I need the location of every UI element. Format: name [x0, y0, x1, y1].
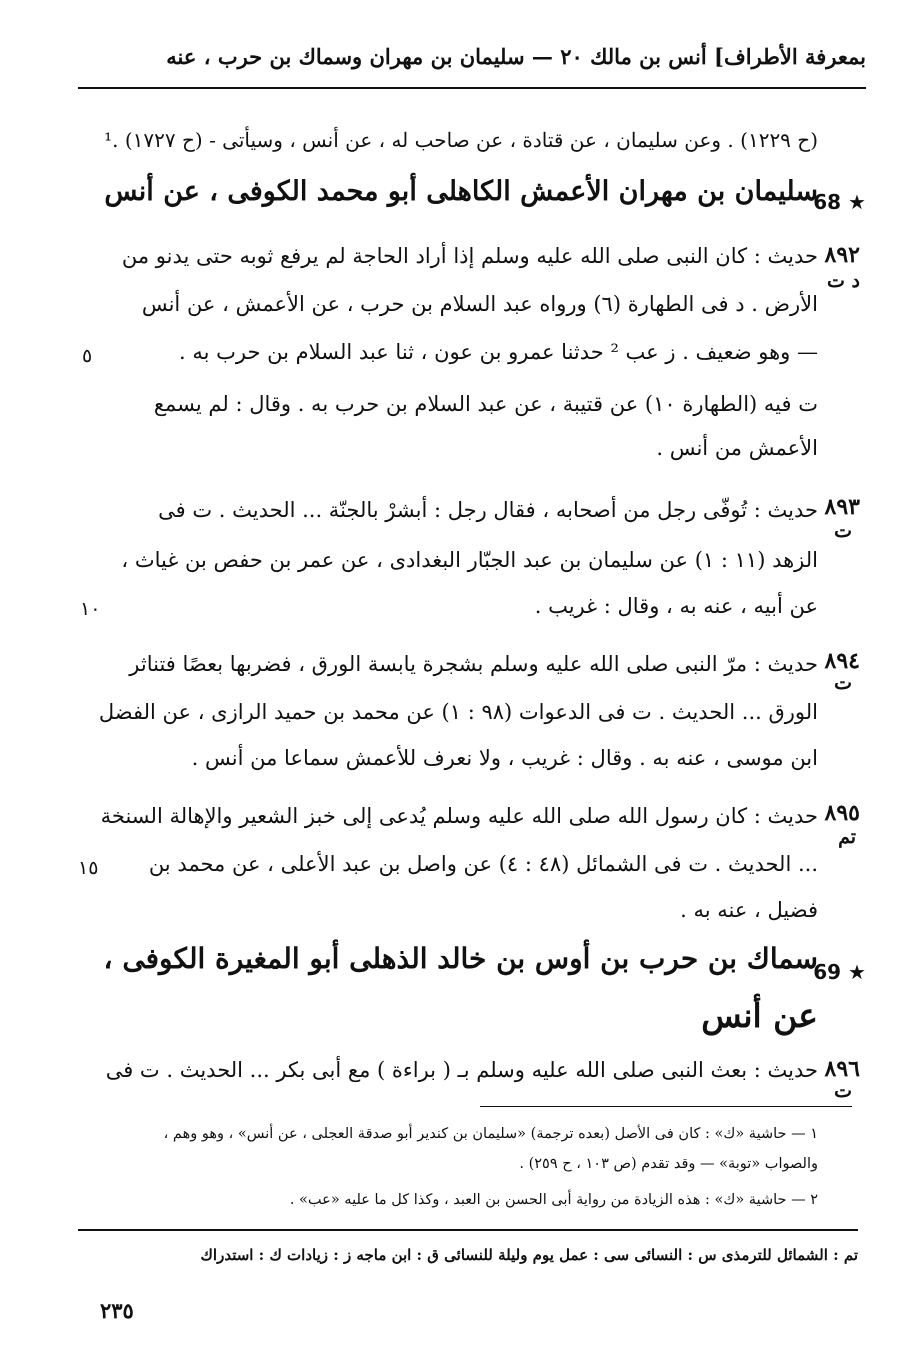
abbreviation-legend: تم : الشمائل للترمذى س : النسائى سى : عمل يوم وليلة للنسائى ق : ابن ماجه ز : زيادات ك : استدراك: [200, 1246, 858, 1264]
footnote: والصواب «توبة» — وقد تقدم (ص ١٠٣ ، ح ٢٥٩) .: [519, 1156, 818, 1172]
text-line: الأعمش من أنس .: [656, 436, 818, 460]
hadith-sigla: تم: [838, 826, 856, 848]
text-line: حديث : كان النبى صلى الله عليه وسلم إذا أراد الحاجة لم يرفع ثوبه حتى يدنو من: [121, 244, 818, 268]
text-line: حديث : مرّ النبى صلى الله عليه وسلم بشجرة يابسة الورق ، فضربها بعصًا فتناثر: [129, 652, 818, 676]
text-line: حديث : تُوفّى رجل من أصحابه ، فقال رجل : أبشرْ بالجنّة ... الحديث . ت فى: [158, 498, 818, 522]
section-number: ★ 68: [813, 190, 866, 214]
line-number: ٥: [82, 345, 93, 367]
text-line: حديث : كان رسول الله صلى الله عليه وسلم يُدعى إلى خبز الشعير والإهالة السنخة: [100, 804, 818, 828]
section-heading: سماك بن حرب بن أوس بن خالد الذهلى أبو المغيرة الكوفى ،: [103, 942, 818, 975]
hadith-sigla: د ت: [827, 270, 860, 292]
page-number: ٢٣٥: [100, 1298, 134, 1323]
hadith-sigla: ت: [834, 672, 852, 694]
line-number: ١٠: [80, 598, 101, 620]
hadith-number: ٨٩٢: [824, 242, 860, 268]
hadith-number: ٨٩٦: [824, 1056, 860, 1082]
text-line: ت فيه (الطهارة ١٠) عن قتيبة ، عن عبد السلام بن حرب به . وقال : لم يسمع: [153, 392, 818, 416]
hadith-number: ٨٩٣: [824, 494, 860, 520]
text-line: — وهو ضعيف . ز عب ² حدثنا عمرو بن عون ، ثنا عبد السلام بن حرب به .: [179, 340, 818, 364]
section-heading: سليمان بن مهران الأعمش الكاهلى أبو محمد الكوفى ، عن أنس: [104, 176, 818, 207]
text-line: ابن موسى ، عنه به . وقال : غريب ، ولا نعرف للأعمش سماعا من أنس .: [191, 746, 818, 770]
text-line: الزهد (١١ : ١) عن سليمان بن عبد الجبّار البغدادى ، عن عمر بن حفص بن غياث ،: [121, 548, 818, 572]
section-heading-continued: عن أنس: [701, 996, 818, 1035]
footnote: ٢ — حاشية «ك» : هذه الزيادة من رواية أبى الحسن بن العبد ، وكذا كل ما عليه «عب» .: [289, 1192, 818, 1208]
footnote-rule: [480, 1106, 852, 1107]
text-line: الأرض . د فى الطهارة (٦) ورواه عبد السلام بن حرب ، عن الأعمش ، عن أنس: [141, 292, 818, 316]
legend-rule: [78, 1229, 858, 1231]
running-header: [78, 38, 866, 86]
text-line: فضيل ، عنه به .: [680, 898, 818, 922]
line-number: ١٥: [78, 857, 99, 879]
hadith-sigla: ت: [834, 520, 852, 542]
text-line: ... الحديث . ت فى الشمائل (٤٨ : ٤) عن واصل بن عبد الأعلى ، عن محمد بن: [148, 852, 818, 876]
intro-line: (ح ١٢٢٩) . وعن سليمان ، عن قتادة ، عن صاحب له ، عن أنس ، وسيأتى - (ح ١٧٢٧) .¹: [104, 128, 818, 152]
text-line: حديث : بعث النبى صلى الله عليه وسلم بـ ( براءة ) مع أبى بكر ... الحديث . ت فى: [105, 1058, 818, 1082]
text-line: عن أبيه ، عنه به ، وقال : غريب .: [534, 594, 818, 618]
header-rule: [78, 87, 866, 89]
header-text: بمعرفة الأطراف] أنس بن مالك ٢٠ — سليمان بن مهران وسماك بن حرب ، عنه: [166, 44, 866, 69]
section-number: ★ 69: [813, 960, 866, 984]
hadith-sigla: ت: [834, 1080, 852, 1102]
text-line: الورق ... الحديث . ت فى الدعوات (٩٨ : ١) عن محمد بن حميد الرازى ، عن الفضل: [98, 700, 818, 724]
hadith-number: ٨٩٤: [824, 648, 860, 674]
hadith-number: ٨٩٥: [824, 800, 860, 826]
footnote: ١ — حاشية «ك» : كان فى الأصل (بعده ترجمة) «سليمان بن كندير أبو صدقة العجلى ، عن أنس» ، وهو وهم ،: [163, 1126, 818, 1142]
